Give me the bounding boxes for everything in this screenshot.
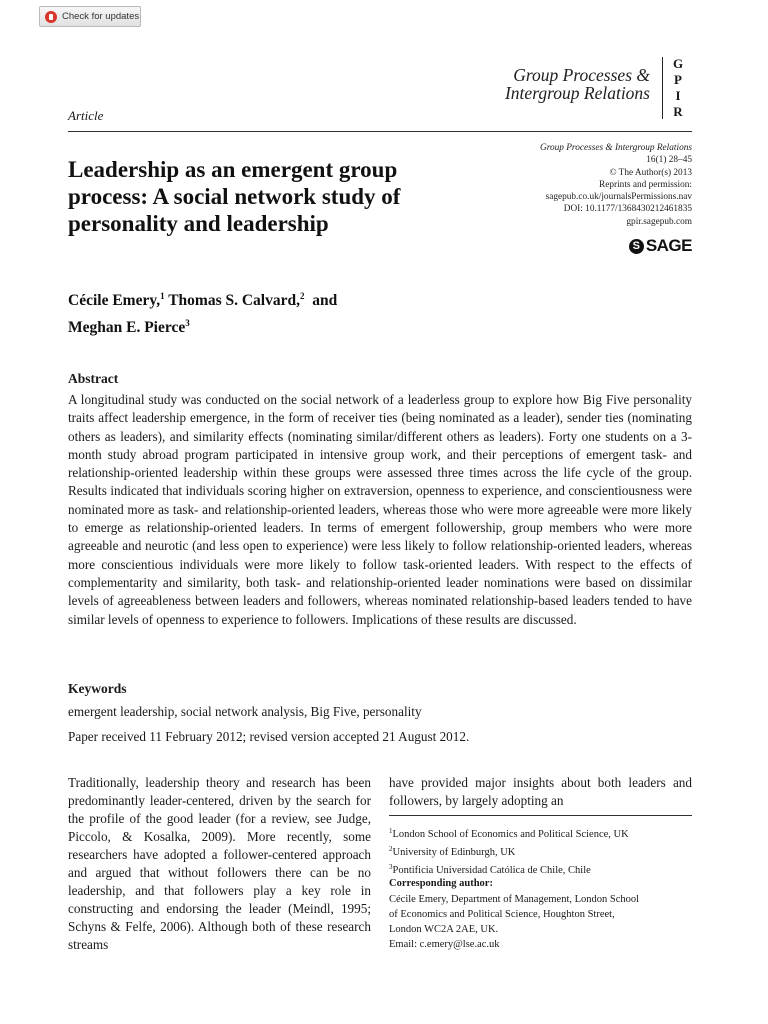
journal-name xyxy=(505,66,650,102)
meta-journal: Group Processes & Intergroup Relations xyxy=(539,143,692,153)
affiliation-item: $^2$University of Edinburgh, UK xyxy=(389,845,516,858)
journal-acronym-letter: G xyxy=(672,56,684,71)
article-meta xyxy=(540,142,692,228)
author-name: Thomas S. Calvard, xyxy=(168,292,300,309)
article-type-label: Article xyxy=(68,108,104,123)
journal-name-line1: Group Processes & xyxy=(513,65,650,85)
corresponding-line: of Economics and Political Science, Houghton Street, xyxy=(389,909,615,920)
title-line: Leadership as an emergent group xyxy=(68,157,398,182)
sage-circle-icon: S xyxy=(629,239,644,254)
author-name: Meghan E. Pierce xyxy=(68,319,186,336)
received-dates: Paper received 11 February 2012; revised version accepted 21 August 2012. xyxy=(68,729,470,744)
meta-copyright: © The Author(s) 2013 xyxy=(609,167,692,178)
meta-reprints: Reprints and permission: xyxy=(599,179,692,190)
corresponding-line: London WC2A 2AE, UK. xyxy=(389,924,499,935)
article-title xyxy=(68,156,468,237)
author-affil-sup: 1 xyxy=(160,291,165,301)
title-line: process: A social network study of xyxy=(68,184,401,209)
meta-site-link[interactable]: gpir.sagepub.com xyxy=(626,216,692,227)
journal-divider xyxy=(662,57,663,119)
check-for-updates-button[interactable] xyxy=(39,6,141,27)
corresponding-author-heading: Corresponding author: xyxy=(389,878,493,889)
header-rule xyxy=(68,131,692,132)
journal-acronym-letter: I xyxy=(675,88,681,103)
author-conjunction: and xyxy=(312,292,338,309)
sage-wordmark: SAGE xyxy=(645,236,692,255)
footnote-rule xyxy=(389,815,692,816)
keywords-heading: Keywords xyxy=(68,681,127,696)
sage-logo xyxy=(629,236,692,256)
title-line: personality and leadership xyxy=(68,211,329,236)
keywords-text: emergent leadership, social network analysis, Big Five, personality xyxy=(68,704,422,719)
meta-doi[interactable]: DOI: 10.1177/1368430212461835 xyxy=(563,204,692,215)
affiliation-item: $^3$Pontificia Universidad Católica de Chile, Chile xyxy=(389,863,591,876)
body-column-left: Traditionally, leadership theory and research has been predominantly leader-centered, driven by the search for the profile of the good leader (for a review, see Judge, Piccolo, & Kosalka, 2009). More recently, some researchers have adopted a follower-centered approach and argued that without followers there can be no leadership, and that followers play a key role in constructing and endorsing the leader (Meindl, 1995; Schyns & Felfe, 2006). Although both of these research streams xyxy=(68,775,371,952)
meta-volume: 16(1) 28–45 xyxy=(646,155,692,166)
author-list xyxy=(68,285,468,339)
meta-permissions-link[interactable]: sagepub.co.uk/journalsPermissions.nav xyxy=(545,192,692,203)
journal-acronym-letter: R xyxy=(673,104,683,119)
affiliation-item: $^1$London School of Economics and Political Science, UK xyxy=(389,827,629,840)
author-affil-sup: 2 xyxy=(300,291,305,301)
corresponding-author-details xyxy=(389,892,692,952)
bookmark-icon xyxy=(45,11,57,23)
journal-acronym-letter: P xyxy=(674,72,682,87)
corresponding-email-link[interactable]: Email: c.emery@lse.ac.uk xyxy=(389,939,500,950)
author-affil-sup: 3 xyxy=(185,318,190,328)
journal-name-line2: Intergroup Relations xyxy=(504,83,650,103)
body-column-right: have provided major insights about both leaders and followers, by largely adopting an xyxy=(389,775,692,808)
abstract-heading: Abstract xyxy=(68,371,119,386)
affiliations xyxy=(389,824,692,878)
author-name: Cécile Emery, xyxy=(68,292,161,309)
abstract-text: A longitudinal study was conducted on the social network of a leaderless group to explore how Big Five personality traits affect leadership emergence, in the form of receiver ties (being nominated as a leader), sender ties (nominating others as leaders), and similarity effects (nominating similar/different others as leaders). Forty one students on a 3-month study abroad program participated in intensive group work, and their perceptions of emergent task- and relationship-oriented leadership within these groups were assessed three times across the life cycle of the group. Results indicated that individuals scoring higher on extraversion, openness to experience, and conscientiousness were nominated more as task- and relationship-oriented leaders, whereas those who were more agreeable were more likely to emerge as relationship-oriented leaders. In terms of emergent followership, group members who were more agreeable and neurotic (and less open to experience) were less likely to follow relationship-oriented leaders, whereas more conscientious individuals were more likely to follow task-oriented leaders. With respect to the effects of complementarity and similarity, both task- and relationship-oriented leader nominations were based on dissimilar levels of agreeableness between leaders and followers, whereas nominated relationship-based leaders tended to have similar levels of openness to experience to followers. Implications of these results are discussed. xyxy=(68,392,692,627)
check-for-updates-label: Check for updates xyxy=(62,11,140,22)
corresponding-line: Cécile Emery, Department of Management, London School xyxy=(389,894,640,905)
